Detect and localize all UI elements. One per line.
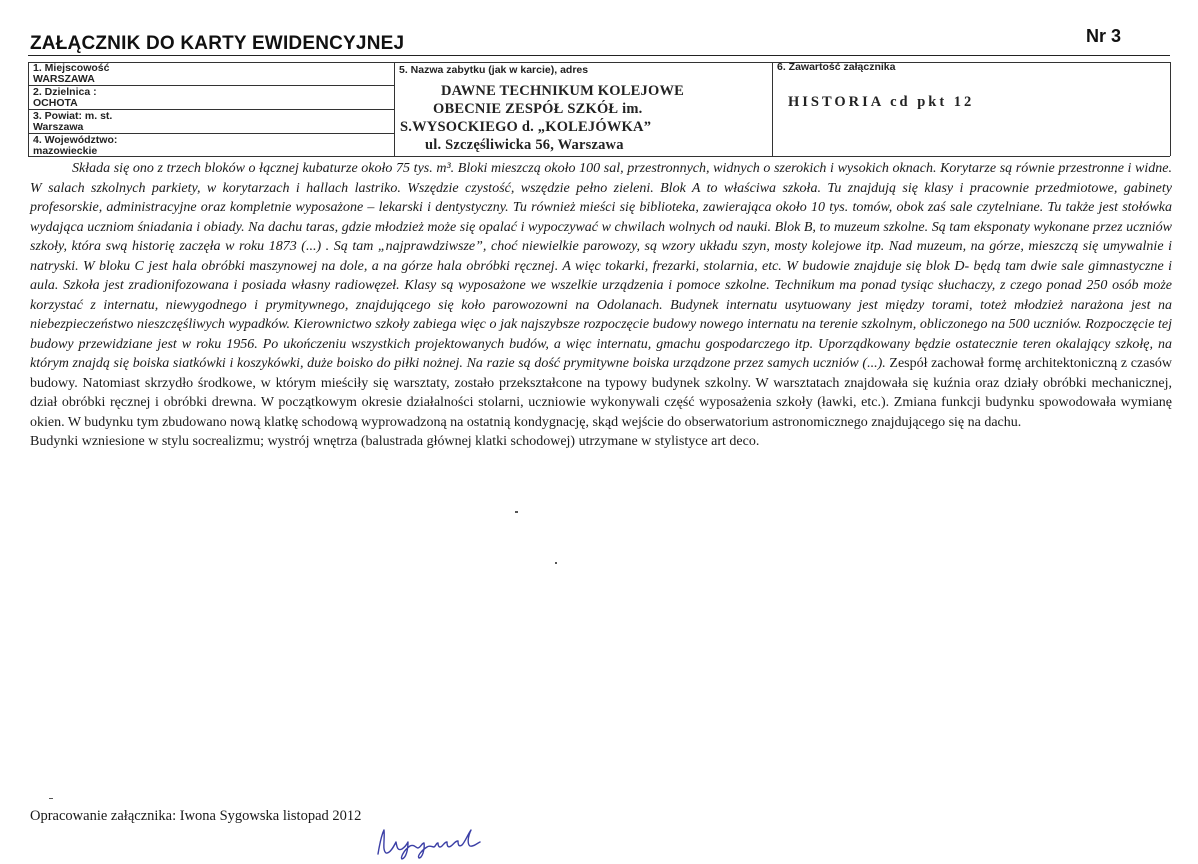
field-label-miejscowosc: 1. Miejscowość [33, 62, 110, 74]
handwritten-signature [372, 820, 484, 860]
field-label-nazwa-zabytku: 5. Nazwa zabytku (jak w karcie), adres [399, 64, 589, 76]
document-title: ZAŁĄCZNIK DO KARTY EWIDENCYJNEJ [30, 33, 405, 54]
history-italic-text: Składa się ono z trzech bloków o łącznej kubaturze około 75 tys. m³. Bloki mieszczą około 100 sal, przestronnych, widnych o szerokich i wysokich oknach. Korytarze są równie przestronne i widne. W salach szkolnych parkiety, w korytarzach i hallach lastriko. Wszędzie czystość, wszędzie pełno zieleni. Blok A to właściwa szkoła. Tu znajdują się klasy i pracownie przedmiotowe, gabinety profesorskie, administracyjne oraz kompletnie wyposażone – lekarski i dentystyczny. Tu również mieści się biblioteka, zawierająca około 10 tys. tomów, obok zaś sale czytelniane. Tu także jest stołówka wydająca uczniom śniadania i obiady. Na dachu taras, gdzie młodzież może się opalać i wypoczywać w chwilach wolnych od nauki. Blok B, to muzeum szkolne. Są tam eksponaty wykonane przez uczniów szkoły, która swą historię zaczęła w roku 1873 (...) . Są tam „najprawdziwsze”, choć niewielkie parowozy, są wzory układu szyn, mosty kolejowe itp. Nad muzeum, na górze, mieszczą się umywalnie i natryski. W bloku C jest hala obróbki maszynowej na dole, a na górze hala obróbki ręcznej. A więc tokarki, frezarki, stolarnia, etc. W budowie znajduje się blok D- będą tam dwie sale gimnastyczne i aula. Szkoła jest zradionifozowana i posiada własny radiowęzeł. Klasy są wyposażone we wszelkie urządzenia i pomoce szkolne. Technikum ma ponad tysiąc słuchaczy, z czego ponad 250 osób może korzystać z internatu, niewygodnego i prymitywnego, znajdującego się koło parowozowni na Odolanach. Budynek internatu usytuowany jest między torami, toteż młodzież narażona jest na niebezpieczeństwo nieszczęśliwych wypadków. Kierownictwo szkoły zabiega więc o jak najszybsze rozpoczęcie budowy nowego internatu na terenie szkolnym, obliczonego na 500 uczniów. Rozpoczęcie tej budowy przewidziane jest w roku 1956. Po ukończeniu wszystkich projektowanych budów, a więc internatu, gmachu gospodarczego itp. Uporządkowany będzie ostatecznie teren okalający szkołę, na którym znajdą się boiska siatkówki i koszykówki, duże boisko do piłki nożnej. Na razie są dość prymitywne boiska urządzone przez samych uczniów (...). [30, 161, 1172, 371]
attachment-number: Nr 3 [1086, 26, 1122, 46]
field-label-zawartosc: 6. Zawartość załącznika [777, 61, 896, 73]
field-label-dzielnica: 2. Dzielnica : [33, 86, 97, 98]
history-paragraph-1 [30, 159, 1172, 432]
monument-name-line-3: S.WYSOCKIEGO d. „KOLEJÓWKA” [400, 119, 652, 135]
history-paragraph-2: Budynki wzniesione w stylu socrealizmu; wystrój wnętrza (balustrada głównej klatki schodowej) utrzymane w stylistyce art deco. [30, 434, 760, 449]
grid-right-line [1170, 62, 1171, 156]
field-value-miejscowosc: WARSZAWA [33, 73, 95, 85]
grid-bottom-line [28, 156, 1170, 157]
field-label-wojewodztwo: 4. Województwo: [33, 134, 118, 146]
field-value-powiat: Warszawa [33, 121, 84, 133]
field-value-dzielnica: OCHOTA [33, 97, 78, 109]
grid-divider-1 [394, 62, 395, 156]
field-value-wojewodztwo: mazowieckie [33, 145, 98, 157]
history-continuation-text: Zespół zachował formę architektoniczną z czasów budowy. Natomiast skrzydło środkowe, w którym mieściły się warsztaty, zostało przekształcone na typowy budynek szkolny. W warsztatach znajdowała się kuźnia oraz działy obróbki mechanicznej, dział obróbki ręcznej i obróbki drewna. W początkowym okresie działalności stolarni, uczniowie wykonywali część wyposażenia szkoły (ławki, etc.). Zmiana funkcji budynku spowodowała wymianę okien. W budynku tym zbudowano nową klatkę schodową wyprowadzoną na ostatnią kondygnację, skąd wejście do obserwatorium astronomicznego znajdującego się na dachu. [30, 356, 1172, 430]
monument-address: ul. Szczęśliwicka 56, Warszawa [425, 137, 624, 153]
grid-divider-2 [772, 62, 773, 156]
scan-speck [515, 511, 518, 513]
attachment-content-value: HISTORIA cd pkt 12 [788, 94, 975, 110]
grid-top-line [28, 62, 1170, 63]
monument-name-line-2: OBECNIE ZESPÓŁ SZKÓŁ im. [433, 101, 643, 117]
prepared-by: Opracowanie załącznika: Iwona Sygowska listopad 2012 [30, 808, 362, 824]
field-label-powiat: 3. Powiat: m. st. [33, 110, 113, 122]
monument-name-line-1: DAWNE TECHNIKUM KOLEJOWE [441, 83, 685, 99]
title-rule [28, 55, 1170, 56]
scan-speck [555, 562, 557, 564]
history-text [30, 159, 1172, 452]
scan-speck [49, 798, 53, 799]
